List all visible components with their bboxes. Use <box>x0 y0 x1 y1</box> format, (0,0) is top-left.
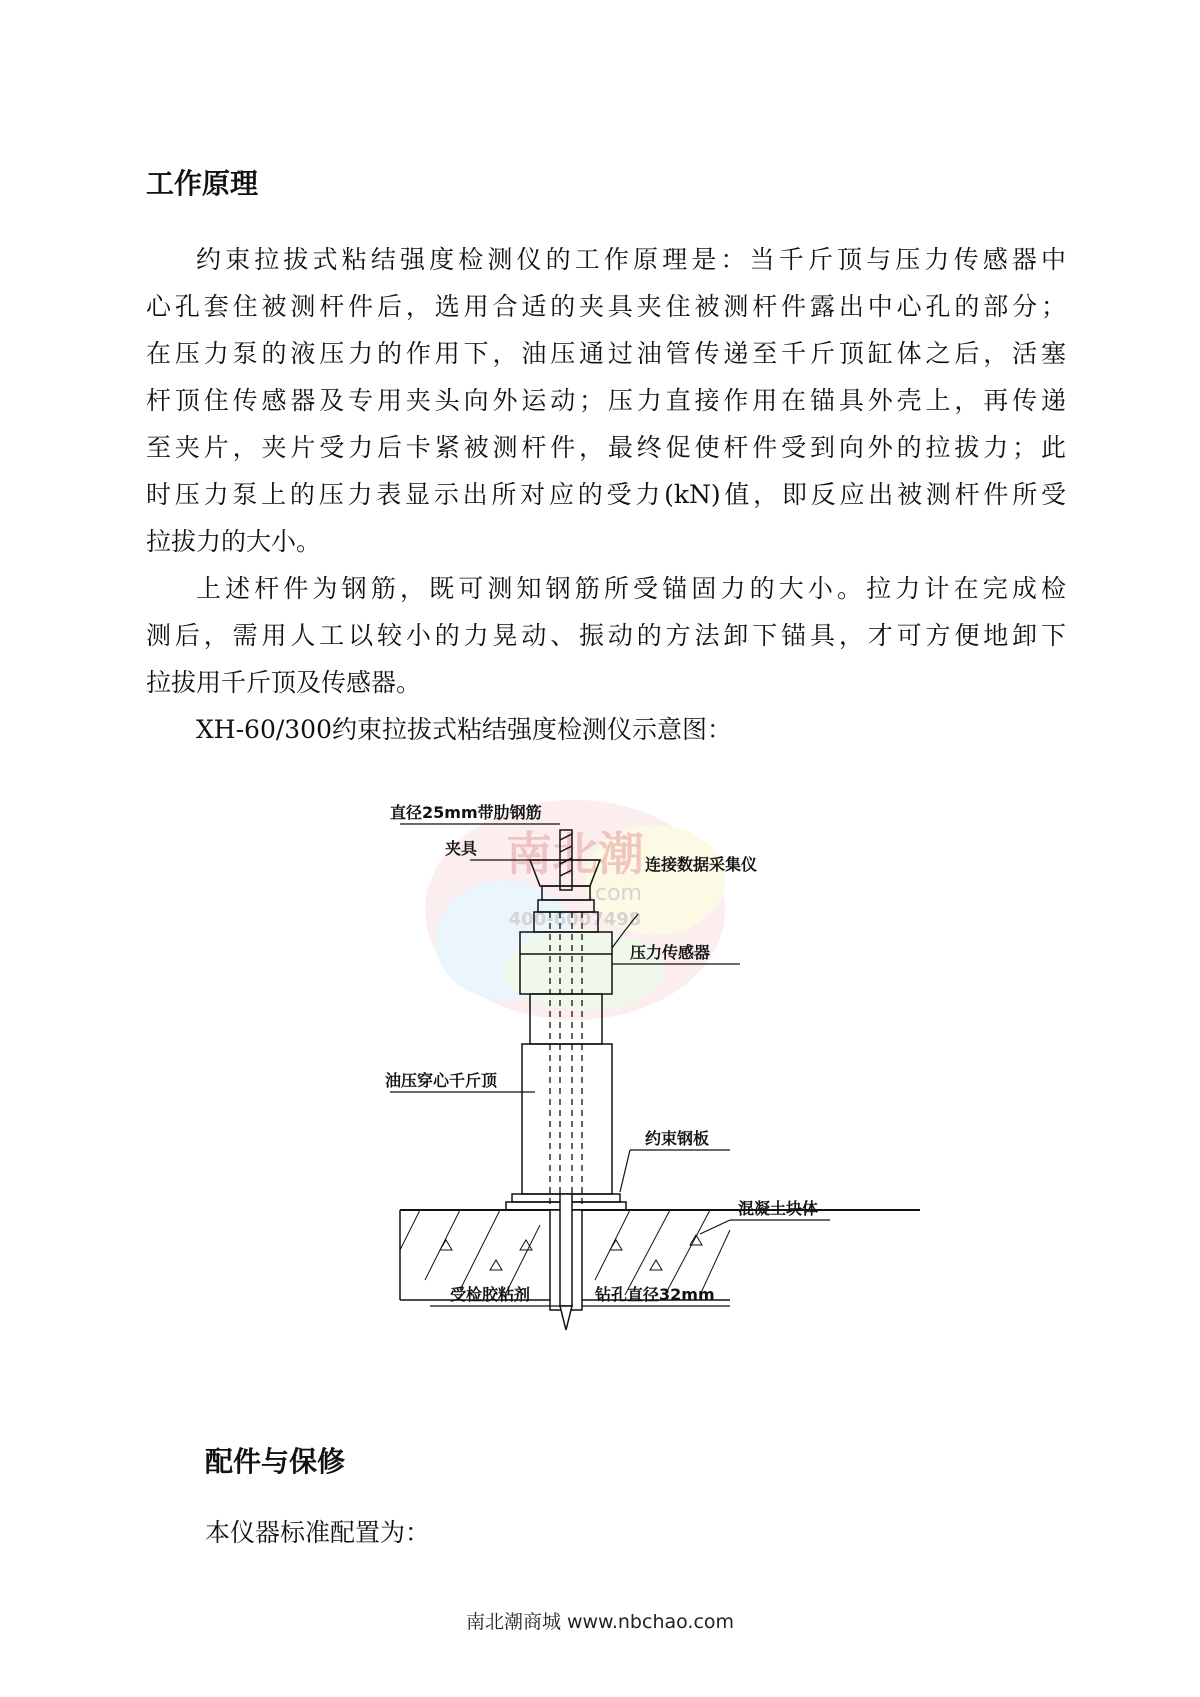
instrument-diagram <box>385 803 920 1390</box>
paragraph-principle <box>146 236 1066 565</box>
text-line: 拉拔用千斤顶及传感器。 <box>146 668 422 697</box>
watermark-domain: .com <box>588 881 642 906</box>
standard-config-intro: 本仪器标准配置为： <box>205 1518 431 1547</box>
label-jack: 油压穿心千斤顶 <box>385 1071 498 1090</box>
text-line: 时压力泵上的压力表显示出所对应的受力(kN)值，即反应出被测杆件所受 <box>146 480 1066 509</box>
text-line: 测后，需用人工以较小的力晃动、振动的方法卸下锚具，才可方便地卸下 <box>146 621 1066 650</box>
label-concrete: 混凝土块体 <box>738 1199 819 1218</box>
watermark-brand: 南北潮 <box>506 827 644 881</box>
label-adhesive: 受检胶粘剂 <box>450 1285 531 1304</box>
text-line: 约束拉拔式粘结强度检测仪的工作原理是：当千斤顶与压力传感器中 <box>196 245 1066 274</box>
jack-shape <box>522 1044 612 1194</box>
text-line: 上述杆件为钢筋，既可测知钢筋所受锚固力的大小。拉力计在完成检 <box>196 574 1066 603</box>
pressure-sensor-shape <box>520 932 612 994</box>
paragraph-rebar <box>146 565 1066 706</box>
figure-caption: XH-60/300约束拉拔式粘结强度检测仪示意图： <box>196 715 732 744</box>
label-rebar: 直径25mm带肋钢筋 <box>390 803 542 822</box>
label-data-logger: 连接数据采集仪 <box>645 855 758 874</box>
text-line: 至夹片，夹片受力后卡紧被测杆件，最终促使杆件受到向外的拉拔力；此 <box>146 433 1066 462</box>
watermark-phone: 400-6007498 <box>508 909 642 930</box>
section-title-accessories: 配件与保修 <box>205 1445 346 1478</box>
page-footer: 南北潮商城 www.nbchao.com <box>465 1611 735 1633</box>
text-line: 杆顶住传感器及专用夹头向外运动；压力直接作用在锚具外壳上，再传递 <box>146 386 1066 415</box>
text-line: 心孔套住被测杆件后，选用合适的夹具夹住被测杆件露出中心孔的部分； <box>146 292 1066 321</box>
label-drill-hole: 钻孔直径32mm <box>595 1285 715 1304</box>
label-steel-plate: 约束钢板 <box>645 1129 710 1148</box>
text-line: 拉拔力的大小。 <box>146 527 322 556</box>
text-line: 在压力泵的液压力的作用下，油压通过油管传递至千斤顶缸体之后，活塞 <box>146 339 1066 368</box>
label-clamp: 夹具 <box>445 839 478 858</box>
section-title-working-principle: 工作原理 <box>146 167 259 200</box>
label-pressure-sensor: 压力传感器 <box>630 943 711 962</box>
